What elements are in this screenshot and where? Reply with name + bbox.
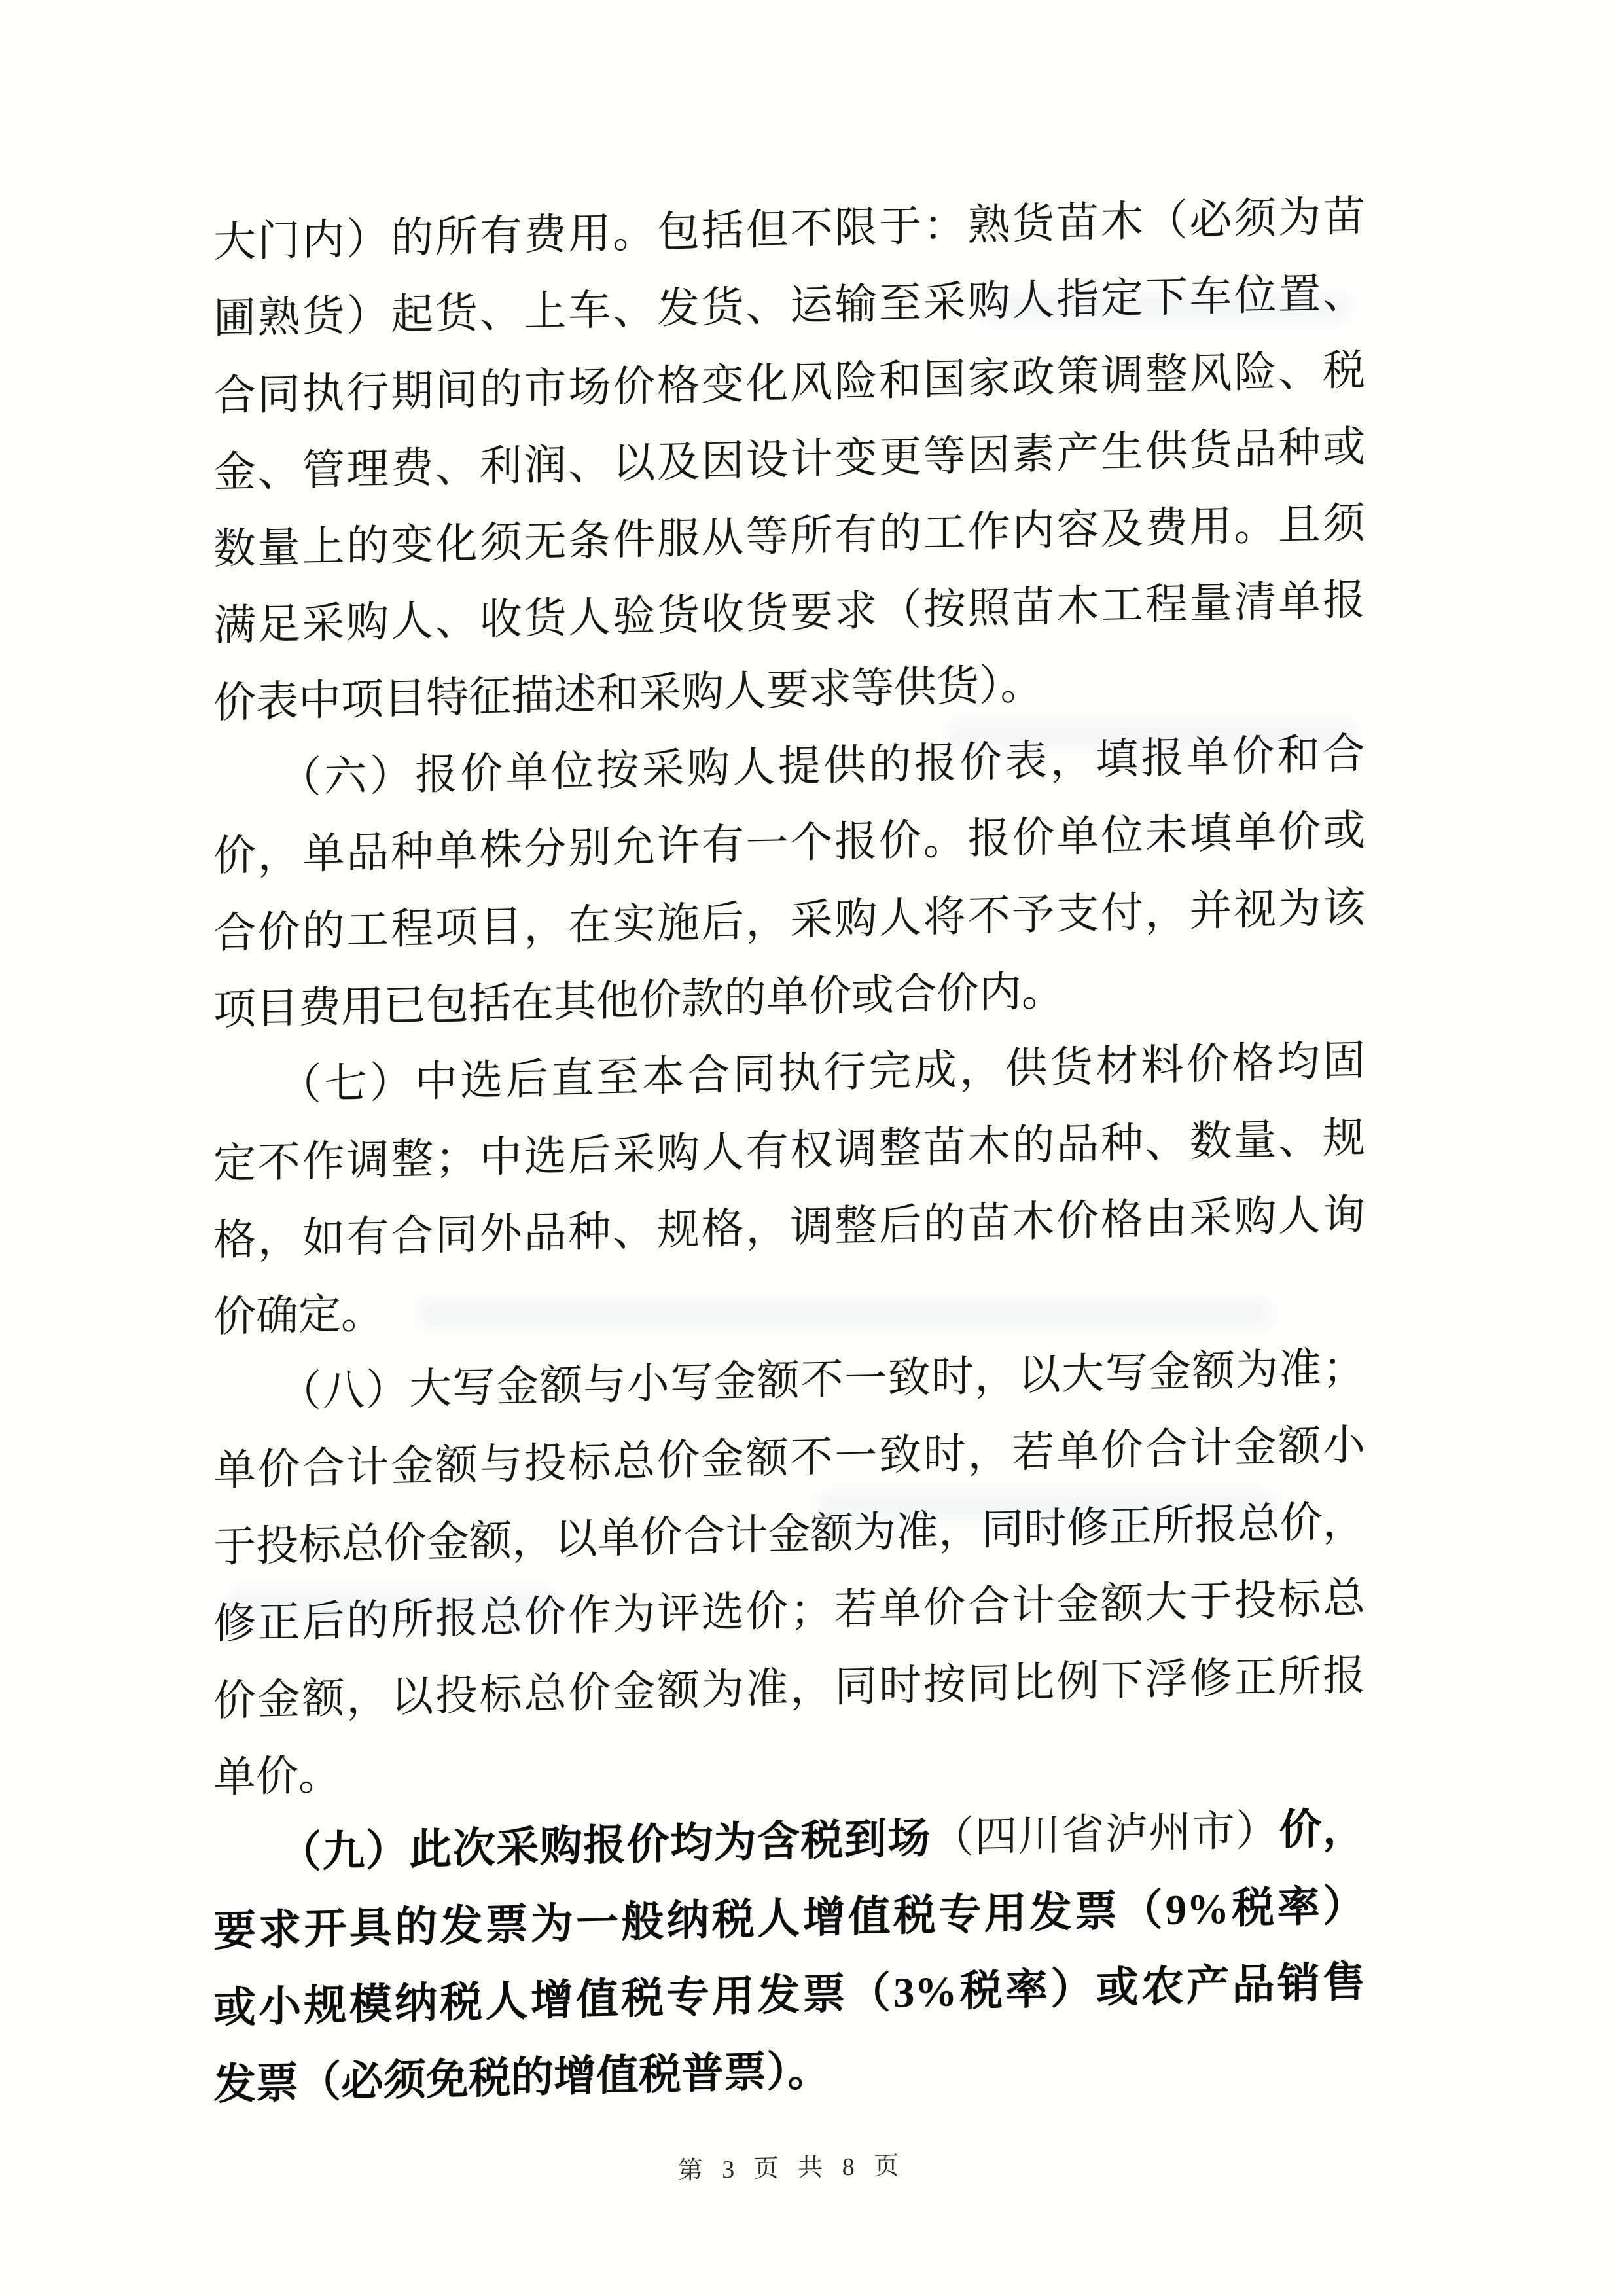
- text-line: 单价。: [213, 1751, 342, 1802]
- text-line: 价金额，以投标总价金额为准，同时按同比例下浮修正所报: [213, 1651, 1365, 1725]
- text-line: 价表中项目特征描述和采购人要求等供货）。: [213, 661, 1043, 727]
- text-line-clause-8: （八）大写金额与小写金额不一致时，以大写金额为准；: [279, 1344, 1365, 1417]
- text-line: 格，如有合同外品种、规格，调整后的苗木价格由采购人询: [213, 1191, 1365, 1265]
- text-line: 于投标总价金额，以单价合计金额为准，同时修正所报总价，: [213, 1498, 1365, 1572]
- text-line: 发票（必须免税的增值税普票）。: [213, 2047, 830, 2109]
- normal-run: （四川省泸州市）: [931, 1807, 1279, 1863]
- text-line: 要求开具的发票为一般纳税人增值税专用发票（9%税率）: [213, 1882, 1365, 1956]
- text-line: 数量上的变化须无条件服从等所有的工作内容及费用。且须: [213, 500, 1365, 574]
- text-line: 金、管理费、利润、以及因设计变更等因素产生供货品种或: [213, 423, 1365, 497]
- text-line: 合同执行期间的市场价格变化风险和国家政策调整风险、税: [213, 346, 1365, 420]
- text-line: 项目费用已包括在其他价款的单价或合价内。: [213, 967, 1065, 1034]
- text-line: 或小规模纳税人增值税专用发票（3%税率）或农产品销售: [213, 1958, 1365, 2032]
- text-line: 定不作调整；中选后采购人有权调整苗木的品种、数量、规: [213, 1114, 1365, 1188]
- text-line: 价确定。: [213, 1290, 384, 1342]
- text-line: 圃熟货）起货、上车、发货、运输至采购人指定下车位置、: [213, 270, 1365, 344]
- page-number-footer: 第 3 页 共 8 页: [677, 2152, 901, 2185]
- text-line: 合价的工程项目，在实施后，采购人将不予支付，并视为该: [213, 884, 1365, 958]
- text-line: 修正后的所报总价作为评选价；若单价合计金额大于投标总: [213, 1575, 1365, 1649]
- document-text-block: [213, 179, 1365, 2221]
- bold-run: （九）此次采购报价均为含税到场: [279, 1815, 931, 1877]
- text-line: 大门内）的所有费用。包括但不限于：熟货苗木（必须为苗: [213, 193, 1365, 266]
- bold-run: 价，: [1279, 1805, 1365, 1855]
- text-line: 满足采购人、收货人验货收货要求（按照苗木工程量清单报: [213, 577, 1365, 651]
- text-line-clause-6: （六）报价单位按采购人提供的报价表，填报单价和合: [279, 730, 1365, 802]
- text-line-clause-7: （七）中选后直至本合同执行完成，供货材料价格均固: [279, 1037, 1365, 1109]
- text-line: 价，单品种单株分别允许有一个报价。报价单位未填单价或: [213, 807, 1365, 881]
- text-line: 单价合计金额与投标总价金额不一致时，若单价合计金额小: [213, 1421, 1365, 1495]
